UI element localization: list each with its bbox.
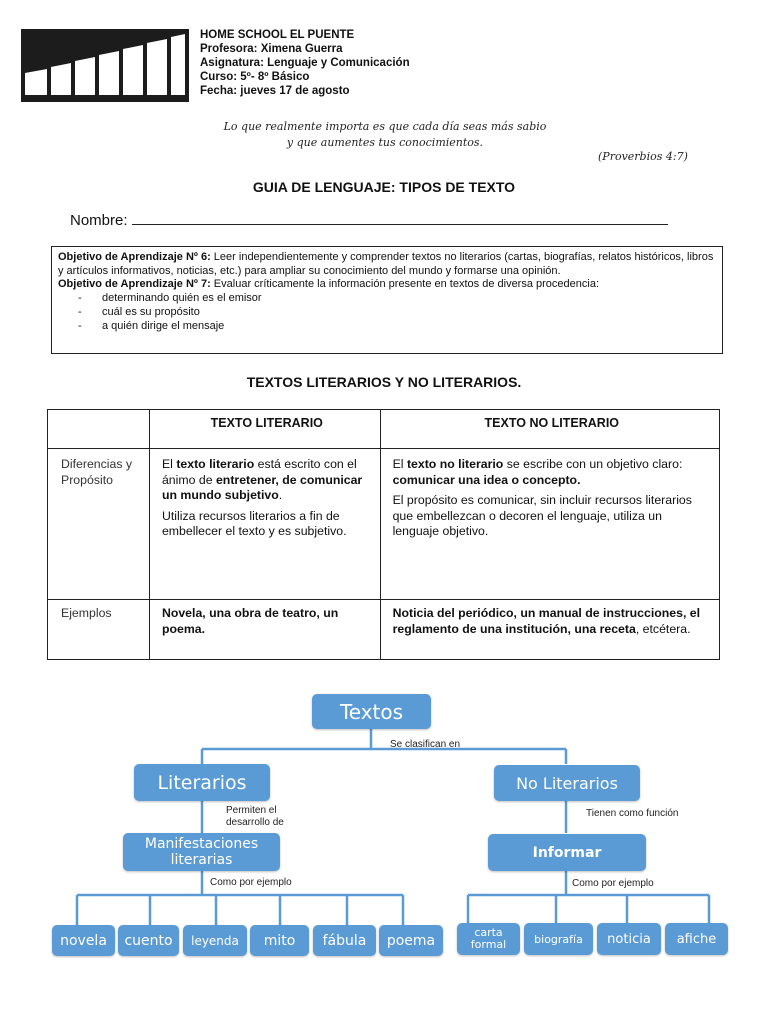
label-tienen-funcion: Tienen como función xyxy=(586,808,679,819)
node-textos: Textos xyxy=(312,694,431,729)
date: Fecha: jueves 17 de agosto xyxy=(200,85,350,97)
objective-7-label: Objetivo de Aprendizaje Nº 7: xyxy=(58,278,211,291)
objective-7-text: Evaluar críticamente la información presente en textos de diversa procedencia: xyxy=(210,278,600,291)
node-noticia: noticia xyxy=(597,923,661,955)
section-title: TEXTOS LITERARIOS Y NO LITERARIOS. xyxy=(246,374,522,390)
name-label: Nombre: xyxy=(70,212,128,229)
objective-6-label: Objetivo de Aprendizaje Nº 6: xyxy=(58,251,211,263)
teacher: Profesora: Ximena Guerra xyxy=(200,43,343,55)
text-fragment: El xyxy=(392,457,407,471)
text-fragment: texto no literario xyxy=(406,457,504,471)
row-label-diferencias: Diferencias y Propósito xyxy=(48,449,150,600)
guide-title: GUIA DE LENGUAJE: TIPOS DE TEXTO xyxy=(252,179,516,195)
text-fragment: entretener, de comunicar un mundo subjetivo xyxy=(161,472,363,502)
quote-line-1: Lo que realmente importa es que cada día seas más sabio xyxy=(223,120,547,133)
node-literarios: Literarios xyxy=(134,764,270,801)
table-header-literario: TEXTO LITERARIO xyxy=(149,410,380,449)
node-carta-formal: carta formal xyxy=(457,923,520,955)
node-biografia: biografía xyxy=(524,923,593,955)
table-header-no-literario: TEXTO NO LITERARIO xyxy=(380,410,719,449)
no-literario-paragraph-2: El propósito es comunicar, sin incluir recursos literarios que embellezcan o decoren el lenguaje, utiliza un lenguaje objetivo. xyxy=(392,493,692,538)
label-como-por-ejemplo-lit: Como por ejemplo xyxy=(210,877,292,888)
text-fragment: está escrito con el ánimo de xyxy=(161,457,357,487)
literario-examples: Novela, una obra de teatro, un poema. xyxy=(161,606,339,636)
objective-6-text: Leer independientemente y comprender textos no literarios (cartas, biografías, relatos históricos, libros y artículos informativos, noticias, etc.) para ampliar su conocimiento del mundo y formarse una opinión. xyxy=(58,251,714,277)
node-manifestaciones: Manifestaciones literarias xyxy=(123,833,280,871)
row-label-ejemplos: Ejemplos xyxy=(48,600,150,660)
label-se-clasifican: Se clasifican en xyxy=(390,739,461,750)
node-no-literarios: No Literarios xyxy=(494,765,640,801)
label-como-por-ejemplo-nolit: Como por ejemplo xyxy=(572,878,654,889)
no-literario-examples-rest: , etcétera. xyxy=(635,621,691,636)
node-mito: mito xyxy=(250,925,309,956)
quote-source: (Proverbios 4:7) xyxy=(598,150,688,163)
subject: Asignatura: Lenguaje y Comunicación xyxy=(200,57,410,69)
node-informar: Informar xyxy=(488,834,646,871)
no-literario-examples: Noticia del periódico, un manual de instrucciones, el reglamento de una institución, una receta xyxy=(392,606,701,636)
quote-line-2: y que aumentes tus conocimientos. xyxy=(286,136,484,149)
text-fragment: El xyxy=(161,457,177,471)
text-fragment: comunicar una idea o concepto. xyxy=(392,472,581,487)
node-cuento: cuento xyxy=(118,925,179,956)
list-item: - a quién dirige el mensaje xyxy=(78,320,716,334)
node-poema: poema xyxy=(379,925,443,956)
literario-paragraph-2: Utiliza recursos literarios a fin de embellecer el texto y es subjetivo. xyxy=(161,508,347,538)
school-name: HOME SCHOOL EL PUENTE xyxy=(200,29,355,41)
node-afiche: afiche xyxy=(665,923,728,955)
list-item: - determinando quién es el emisor xyxy=(78,292,716,306)
text-fragment: . xyxy=(278,488,283,502)
list-item: - cuál es su propósito xyxy=(78,306,716,320)
node-leyenda: leyenda xyxy=(183,925,247,956)
text-fragment: texto literario xyxy=(176,457,255,471)
node-novela: novela xyxy=(52,925,115,956)
text-fragment: se escribe con un objetivo claro: xyxy=(503,457,683,471)
course: Curso: 5º- 8º Básico xyxy=(200,71,310,83)
label-permiten-desarrollo: Permiten el desarrollo de xyxy=(226,805,284,828)
node-fabula: fábula xyxy=(313,925,376,956)
